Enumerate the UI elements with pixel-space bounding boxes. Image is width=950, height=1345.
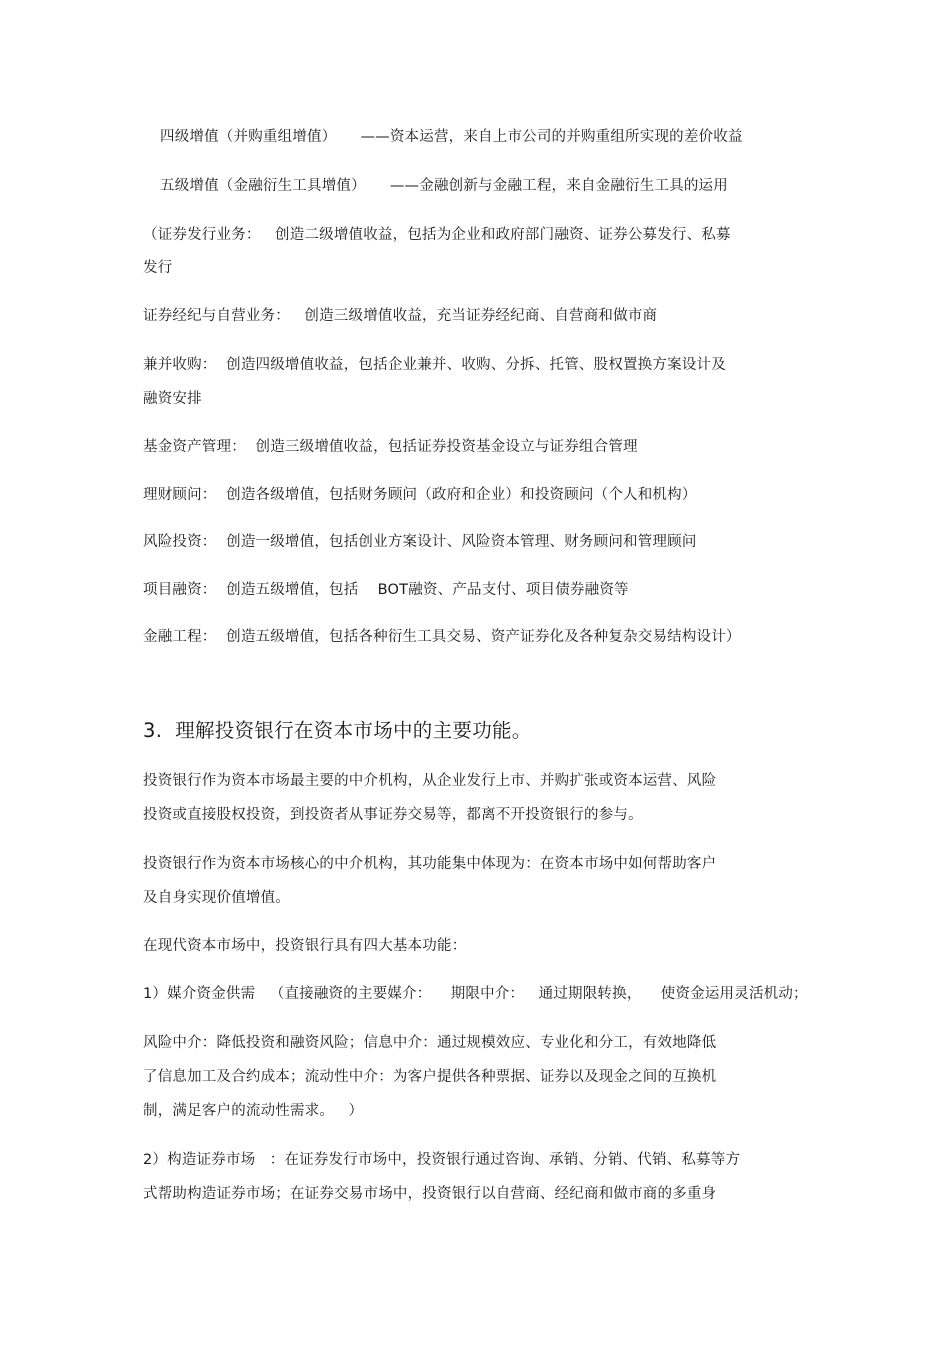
list-item-1-detail-line-1: 风险中介：降低投资和融资风险；信息中介：通过规模效应、专业化和分工，有效地降低 — [143, 1035, 717, 1051]
text-line-value-level-5: 五级增值（金融衍生工具增值） ——金融创新与金融工程，来自金融衍生工具的运用 — [160, 178, 728, 194]
paragraph-1-line-2: 投资或直接股权投资，到投资者从事证券交易等，都离不开投资银行的参与。 — [143, 807, 643, 823]
paragraph-2-line-1: 投资银行作为资本市场核心的中介机构，其功能集中体现为：在资本市场中如何帮助客户 — [143, 856, 717, 872]
list-item-1: 1）媒介资金供需 （直接融资的主要媒介： 期限中介： 通过期限转换， 使资金运用灵活机动； — [143, 986, 808, 1002]
list-item-1-detail-line-3: 制，满足客户的流动性需求。 ） — [143, 1103, 364, 1119]
text-line-financial-engineering: 金融工程： 创造五级增值，包括各种衍生工具交易、资产证券化及各种复杂交易结构设计） — [143, 629, 741, 645]
text-line-project-finance: 项目融资： 创造五级增值，包括 BOT融资、产品支付、项目债券融资等 — [143, 582, 629, 598]
list-item-2-line-2: 式帮助构造证券市场；在证券交易市场中，投资银行以自营商、经纪商和做市商的多重身 — [143, 1186, 717, 1202]
list-item-2-line-1: 2）构造证券市场 ：在证券发行市场中，投资银行通过咨询、承销、分销、代销、私募等方 — [143, 1152, 741, 1168]
text-line-mergers: 兼并收购： 创造四级增值收益，包括企业兼并、收购、分拆、托管、股权置换方案设计及 — [143, 357, 726, 373]
text-line-fund-management: 基金资产管理： 创造三级增值收益，包括证券投资基金设立与证券组合管理 — [143, 439, 638, 455]
text-line-securities-issuance: （证券发行业务： 创造二级增值收益，包括为企业和政府部门融资、证券公募发行、私募 — [143, 227, 731, 243]
list-item-1-detail-line-2: 了信息加工及合约成本；流动性中介：为客户提供各种票据、证券以及现金之间的互换机 — [143, 1069, 717, 1085]
text-line-brokerage: 证券经纪与自营业务： 创造三级增值收益，充当证券经纪商、自营商和做市商 — [143, 308, 658, 324]
text-line-mergers-cont: 融资安排 — [143, 391, 202, 407]
text-line-venture-capital: 风险投资： 创造一级增值，包括创业方案设计、风险资本管理、财务顾问和管理顾问 — [143, 534, 697, 550]
paragraph-1-line-1: 投资银行作为资本市场最主要的中介机构，从企业发行上市、并购扩张或资本运营、风险 — [143, 773, 717, 789]
text-line-value-level-4: 四级增值（并购重组增值） ——资本运营，来自上市公司的并购重组所实现的差价收益 — [160, 129, 743, 145]
text-line-financial-advisory: 理财顾问： 创造各级增值，包括财务顾问（政府和企业）和投资顾问（个人和机构） — [143, 487, 697, 503]
section-heading: 3. 理解投资银行在资本市场中的主要功能。 — [143, 719, 532, 742]
text-line-securities-issuance-cont: 发行 — [143, 260, 173, 276]
paragraph-3: 在现代资本市场中，投资银行具有四大基本功能： — [143, 938, 467, 954]
paragraph-2-line-2: 及自身实现价值增值。 — [143, 890, 290, 906]
